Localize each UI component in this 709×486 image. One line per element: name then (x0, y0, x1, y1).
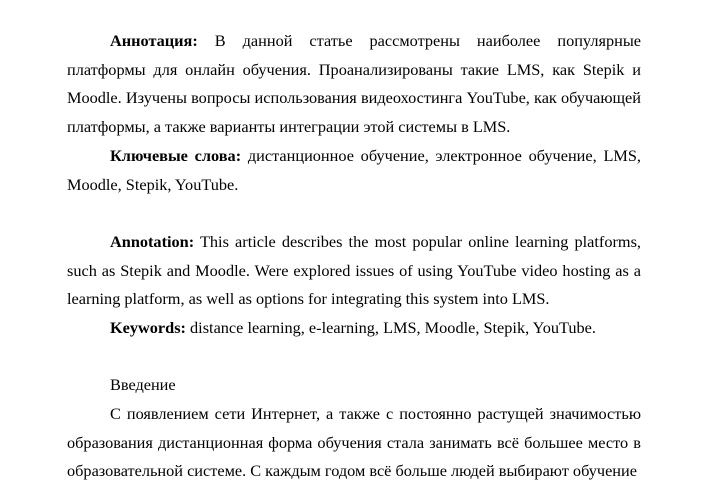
abstract-ru-label: Аннотация: (110, 31, 198, 50)
keywords-en-text: distance learning, e-learning, LMS, Moodle, Stepik, YouTube. (185, 318, 596, 337)
keywords-ru (67, 142, 641, 199)
abstract-en (67, 228, 641, 314)
keywords-ru-text: дистанционное обучение, электронное обучение, LMS, Moodle, Stepik, YouTube. (67, 146, 642, 194)
intro-paragraph: С появлением сети Интернет, а также с постоянно растущей значимостью образования дистанционная форма обучения стала занимать всё большее место в образовательной системе. С каждым годом всё больше людей выбирают обучение (67, 404, 641, 481)
intro-heading: Введение (110, 375, 176, 394)
abstract-en-label: Annotation: (110, 232, 195, 251)
abstract-ru (67, 27, 641, 141)
abstract-en-text: This article describes the most popular online learning platforms, such as Stepik and Moodle. Were explored issues of using YouTube video hosting as a learning platform, as well as options for integrating this system into LMS. (67, 232, 641, 309)
keywords-en-label: Keywords: (110, 318, 186, 337)
abstract-ru-text: В данной статье рассмотрены наиболее популярные платформы для онлайн обучения. Проанализированы такие LMS, как Stepik и Moodle. Изучены вопросы использования видеохостинга YouTube, как обучающей платформы, а также варианты интеграции этой системы в LMS. (67, 31, 641, 136)
keywords-en (67, 314, 641, 343)
keywords-ru-label: Ключевые слова: (110, 146, 242, 165)
